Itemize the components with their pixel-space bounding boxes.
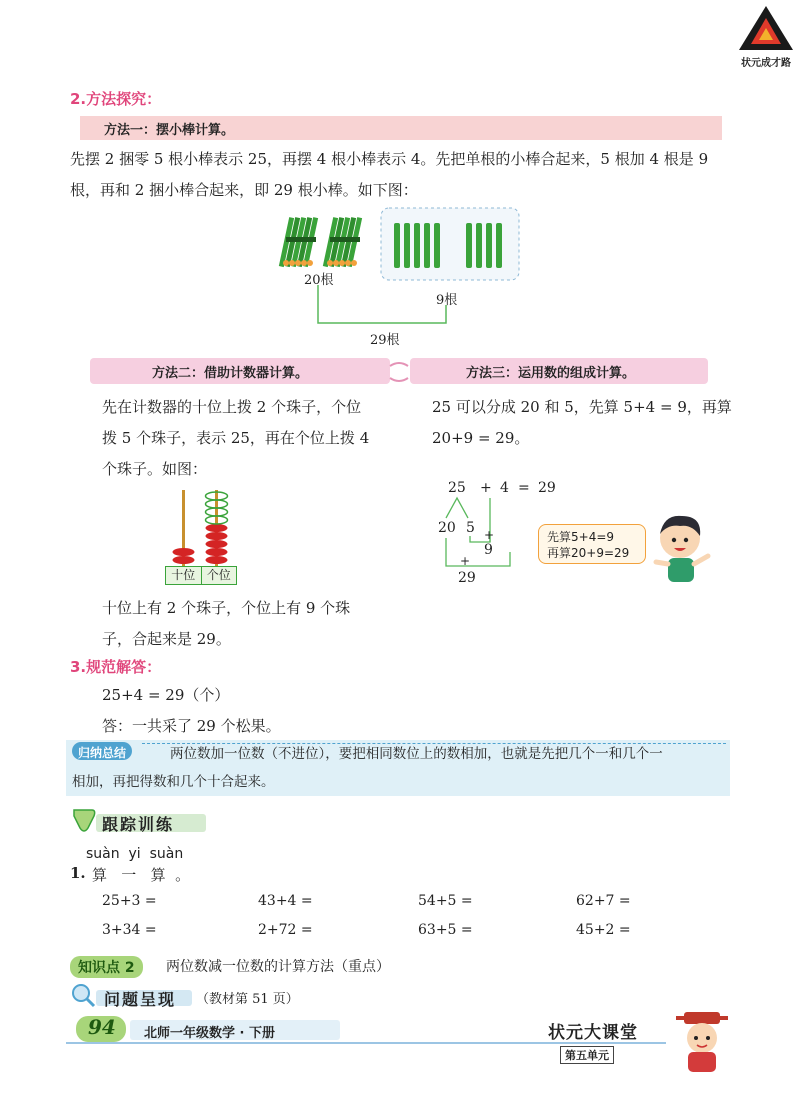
eq-29-result: 29 — [458, 570, 476, 586]
eq-20: 20 — [438, 520, 456, 536]
method3-text-line2: 20+9 = 29。 — [432, 429, 530, 447]
publisher-logo — [735, 4, 797, 69]
eq-plus: + — [480, 480, 492, 496]
method2-result-line1: 十位上有 2 个珠子，个位上有 9 个珠 — [102, 599, 351, 617]
method2-text-line3: 个珠子。如图： — [102, 460, 208, 478]
eq-5: 5 — [466, 520, 475, 536]
exercise-item: 54+5 = — [418, 893, 473, 909]
practice-title: 跟踪训练 — [102, 815, 175, 834]
method2-result-line2: 子，合起来是 29。 — [102, 630, 231, 648]
exercise-item: 25+3 = — [102, 893, 157, 909]
practice-question-text: 算 一 算 。 — [92, 866, 191, 884]
banner-connector-icon — [388, 360, 410, 384]
logo-text: 状元成才路 — [741, 58, 791, 69]
bundles-label: 20根 — [304, 273, 334, 288]
abacus-illustration — [165, 488, 237, 586]
mascot-scholar-icon — [672, 1008, 732, 1074]
method2-text-line1: 先在计数器的十位上拨 2 个珠子，个位 — [102, 398, 362, 416]
section-title-answer: 3.规范解答： — [70, 658, 162, 676]
practice-question-number: 1. — [70, 864, 86, 882]
method2-title: 方法二：借助计数器计算。 — [152, 366, 309, 381]
magnifier-icon — [70, 982, 96, 1008]
exercise-item: 2+72 = — [258, 922, 313, 938]
knowledge-point-tag: 知识点 2 — [70, 956, 143, 978]
boy-character — [648, 512, 718, 588]
logo-mountain-icon — [735, 4, 797, 52]
abacus-base — [165, 566, 237, 585]
knowledge-point-text: 两位数减一位数的计算方法（重点） — [166, 959, 390, 975]
eq-plus-small-2: + — [460, 554, 471, 568]
bubble-line2: 再算20+9=29 — [547, 546, 630, 560]
summary-box — [66, 740, 730, 796]
abacus-tens-label: 十位 — [166, 567, 202, 584]
eq-25: 25 — [448, 480, 466, 496]
abacus-icon — [165, 488, 237, 568]
method3-text-line1: 25 可以分成 20 和 5，先算 5+4 = 9，再算 — [432, 398, 732, 416]
method1-title: 方法一：摆小棒计算。 — [104, 123, 235, 138]
method3-title: 方法三：运用数的组成计算。 — [466, 366, 636, 381]
answer-equation: 25+4 = 29（个） — [102, 686, 230, 704]
speech-bubble — [538, 524, 646, 564]
exercise-row-1 — [102, 893, 662, 915]
brand-name: 状元大课堂 — [548, 1023, 638, 1043]
problem-reference: （教材第 51 页） — [196, 992, 299, 1007]
page-number: 94 — [88, 1015, 116, 1039]
practice-icon — [70, 806, 98, 834]
book-title: 北师一年级数学 · 下册 — [144, 1026, 275, 1041]
section-title-method: 2.方法探究： — [70, 90, 162, 108]
practice-pinyin: suàn yi suàn — [86, 846, 184, 862]
problem-header — [70, 982, 330, 1010]
exercise-row-2 — [102, 922, 662, 944]
footer-bar — [66, 1012, 666, 1062]
summary-line2: 相加，再把得数和几个十合起来。 — [72, 774, 275, 790]
method1-banner — [80, 116, 722, 140]
exercise-item: 45+2 = — [576, 922, 631, 938]
stick-bundle-1 — [279, 217, 318, 267]
problem-title: 问题呈现 — [104, 990, 177, 1009]
exercise-item: 63+5 = — [418, 922, 473, 938]
exercise-item: 3+34 = — [102, 922, 157, 938]
exercise-item: 43+4 = — [258, 893, 313, 909]
answer-text: 答：一共采了 29 个松果。 — [102, 717, 281, 735]
eq-4: 4 — [500, 480, 509, 496]
summary-line1: 两位数加一位数（不进位），要把相同数位上的数相加，也就是先把几个一和几个一 — [170, 746, 663, 762]
method3-banner — [410, 358, 708, 384]
eq-equals: = — [518, 480, 530, 496]
method2-text-line2: 拨 5 个珠子，表示 25，再在个位上拨 4 — [102, 429, 370, 447]
eq-9: 9 — [484, 542, 493, 558]
abacus-ones-label: 个位 — [206, 568, 231, 582]
eq-29: 29 — [538, 480, 556, 496]
mascot-character — [672, 1008, 732, 1074]
singles-label: 9根 — [436, 293, 458, 308]
summary-tag — [72, 742, 132, 760]
total-label: 29根 — [370, 333, 400, 348]
method1-text-line1: 先摆 2 捆零 5 根小棒表示 25，再摆 4 根小棒表示 4。先把单根的小棒合起来，5 根加 4 根是 9 — [70, 150, 709, 168]
method1-text-line2: 根，再和 2 捆小棒合起来，即 29 根小棒。如下图： — [70, 181, 418, 199]
summary-tag-label: 归纳总结 — [78, 746, 127, 760]
method2-banner — [90, 358, 390, 384]
eq-plus-small: + — [484, 528, 495, 542]
equation-top-row — [430, 478, 570, 498]
stick-bundle-2 — [323, 217, 362, 267]
unit-label: 第五单元 — [560, 1046, 614, 1064]
boy-character-icon — [648, 512, 718, 588]
bubble-line1: 先算5+4=9 — [547, 530, 615, 544]
exercise-item: 62+7 = — [576, 893, 631, 909]
practice-header — [70, 806, 210, 836]
sticks-illustration — [278, 205, 528, 350]
